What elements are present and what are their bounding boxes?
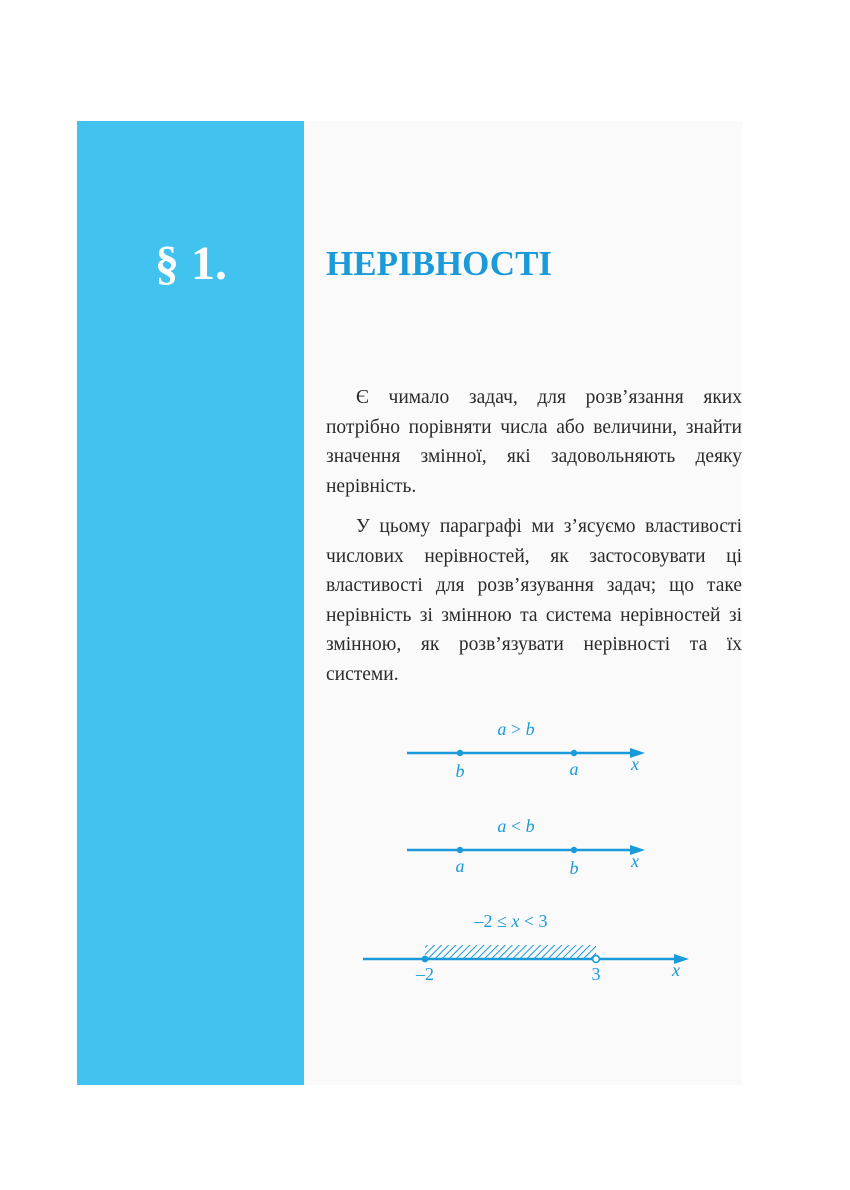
intro-paragraph-2: У цьому параграфі ми з’ясуємо властивості числових нерівностей, як застосовувати ці властивості для розв’язування задач; що таке нерівність зі змінною та система нерівностей зі змінною, як розв’язувати нерівності та їх системи. (326, 516, 742, 685)
fig2-point-a (457, 847, 463, 853)
fig1-label-b: b (455, 761, 465, 781)
fig2-label-b: b (569, 858, 579, 878)
intro-paragraph-1: Є чимало задач, для розв’язання яких потрібно порівняти числа або величини, знайти значення змінної, які задовольняють деяку нерівність. (326, 387, 742, 497)
fig2-caption: a < b (497, 816, 535, 836)
figure-interval (363, 911, 689, 984)
fig2-axis-label: x (631, 851, 639, 871)
fig3-point-closed (422, 956, 429, 963)
fig3-caption: –2 ≤ x < 3 (474, 911, 548, 931)
chapter-title: НЕРІВНОСТІ (326, 244, 553, 283)
fig2-point-b (571, 847, 577, 853)
fig1-point-a (571, 750, 577, 756)
fig3-interval-hatching (425, 945, 596, 959)
fig1-caption: a > b (497, 719, 535, 739)
fig1-point-b (457, 750, 463, 756)
fig2-label-a: a (455, 856, 465, 876)
figure-a-greater-b (407, 719, 645, 781)
fig1-label-a: a (569, 759, 579, 779)
figure-a-less-b (407, 816, 645, 878)
fig3-axis-label: x (672, 960, 680, 980)
fig1-axis-label: x (631, 754, 639, 774)
fig3-label-right: 3 (591, 964, 601, 984)
fig3-point-open (593, 956, 600, 963)
fig3-label-left: –2 (416, 964, 434, 984)
section-number: § 1. (155, 237, 227, 290)
